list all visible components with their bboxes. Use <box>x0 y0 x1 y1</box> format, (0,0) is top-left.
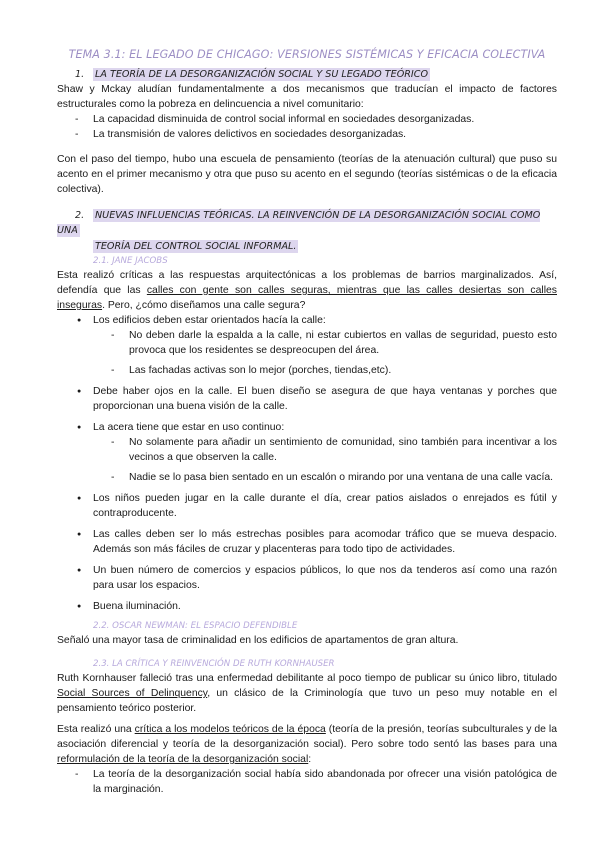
section-2-heading-line-1: NUEVAS INFLUENCIAS TEÓRICAS. LA REINVENCIÓN DE LA DESORGANIZACIÓN SOCIAL COMO UNA <box>57 210 541 236</box>
sub-list <box>93 435 557 485</box>
bullet-item: ● Los niños pueden jugar en la calle durante el día, crear patios aislados o enrejados es fútil y contraproducente. <box>57 491 557 521</box>
section-2-heading <box>57 208 557 255</box>
list-item: - La teoría de la desorganización social había sido abandonada por ofrecer una visión patológica de la marginación. <box>57 767 557 797</box>
section-1-list <box>57 112 557 142</box>
subsection-2-2-text: Señaló una mayor tasa de criminalidad en los edificios de apartamentos de gran altura. <box>57 635 459 646</box>
sub-item: - No solamente para añadir un sentimiento de comunidad, sino también para incentivar a los vecinos a que observen la calle. <box>93 435 557 465</box>
document-page <box>57 47 557 797</box>
subsection-2-3-paragraph-2 <box>57 722 557 767</box>
section-2-heading-line-2: TEORÍA DEL CONTROL SOCIAL INFORMAL. <box>95 241 297 252</box>
list-item: - La transmisión de valores delictivos en sociedades desorganizadas. <box>57 127 557 142</box>
underlined-text: crítica a los modelos teóricos de la época <box>134 724 326 735</box>
book-title: Social Sources of Delinquency <box>57 688 208 699</box>
subsection-2-1-intro <box>57 268 557 313</box>
bullet-item: ● Buena iluminación. <box>57 599 557 614</box>
section-1-number: 1. <box>75 69 85 80</box>
bullet-item: ● Debe haber ojos en la calle. El buen diseño se asegura de que haya ventanas y porches que proporcionan una buena visión de la calle. <box>57 384 557 414</box>
paragraph-text: Ruth Kornhauser falleció tras una enfermedad debilitante al poco tiempo de publicar su único libro, titulado <box>57 673 557 684</box>
sub-list <box>93 328 557 378</box>
document-title: TEMA 3.1: EL LEGADO DE CHICAGO: VERSIONES SISTÉMICAS Y EFICACIA COLECTIVA <box>68 47 546 61</box>
subsection-2-3-heading: 2.3. LA CRÍTICA Y REINVENCIÓN DE RUTH KORNHAUSER <box>93 659 335 669</box>
subsection-2-1-heading: 2.1. JANE JACOBS <box>93 256 168 266</box>
jacobs-bullet-list <box>57 313 557 614</box>
sub-item: - Las fachadas activas son lo mejor (porches, tiendas,etc). <box>93 363 557 378</box>
bullet-item: ● Un buen número de comercios y espacios públicos, lo que nos da tenderos así como una razón para usar los espacios. <box>57 563 557 593</box>
paragraph-text: : <box>308 754 312 765</box>
sub-item: - Nadie se lo pasa bien sentado en un escalón o mirando por una ventana de una calle vacía. <box>93 470 557 485</box>
intro-text: . Pero, ¿cómo diseñamos una calle segura? <box>102 300 306 311</box>
subsection-2-2-heading: 2.2. OSCAR NEWMAN: EL ESPACIO DEFENDIBLE <box>93 621 298 631</box>
bullet-text: Los edificios deben estar orientados hacía la calle: <box>93 315 326 326</box>
underlined-text: reformulación de la teoría de la desorganización social <box>57 754 309 765</box>
bullet-item: ● Las calles deben ser lo más estrechas posibles para acomodar tráfico que se mueva despacio. Además son más fáciles de cruzar y placenteras para todo tipo de actividades. <box>57 527 557 557</box>
section-1-paragraph-2: Con el paso del tiempo, hubo una escuela de pensamiento (teorías de la atenuación cultural) que puso su acento en el primer mecanismo y otra que puso su acento en el segundo (teorías sistémicas o de la eficacia colectiva). <box>57 154 557 195</box>
paragraph-text: Esta realizó una <box>57 724 135 735</box>
paragraph-text: , un clásico de la Criminología que tuvo un peso muy notable en el pensamiento teórico posterior. <box>57 688 558 714</box>
section-2-number: 2. <box>75 210 85 221</box>
bullet-item <box>57 313 557 378</box>
subsection-2-3-list <box>57 767 557 797</box>
list-item: - La capacidad disminuida de control social informal en sociedades desorganizadas. <box>57 112 557 127</box>
intro-text: Esta realizó críticas a las respuestas arquitectónicas a los problemas de barrios marginalizados. Así, defendía que las <box>57 270 557 296</box>
sub-item: - No deben darle la espalda a la calle, ni estar cubiertos en vallas de seguridad, puesto esto provoca que los residentes se despreocupen del área. <box>93 328 557 358</box>
bullet-item <box>57 420 557 485</box>
underlined-text: calles con gente son calles seguras, mientras que las calles desiertas son calles inseguras <box>57 285 557 311</box>
section-1-heading <box>57 67 557 82</box>
section-1-heading-text: LA TEORÍA DE LA DESORGANIZACIÓN SOCIAL Y SU LEGADO TEÓRICO <box>95 69 429 80</box>
bullet-text: La acera tiene que estar en uso continuo: <box>93 422 285 433</box>
section-1-intro: Shaw y Mckay aludían fundamentalmente a dos mecanismos que traducían el impacto de factores estructurales como la pobreza en delincuencia a nivel comunitario: <box>57 84 557 110</box>
paragraph-text: (teoría de la presión, teorías subculturales y de la asociación diferencial y teoría de la desorganización social). Pero sobre todo sentó las bases para una <box>57 724 558 750</box>
subsection-2-3-paragraph-1 <box>57 671 557 716</box>
